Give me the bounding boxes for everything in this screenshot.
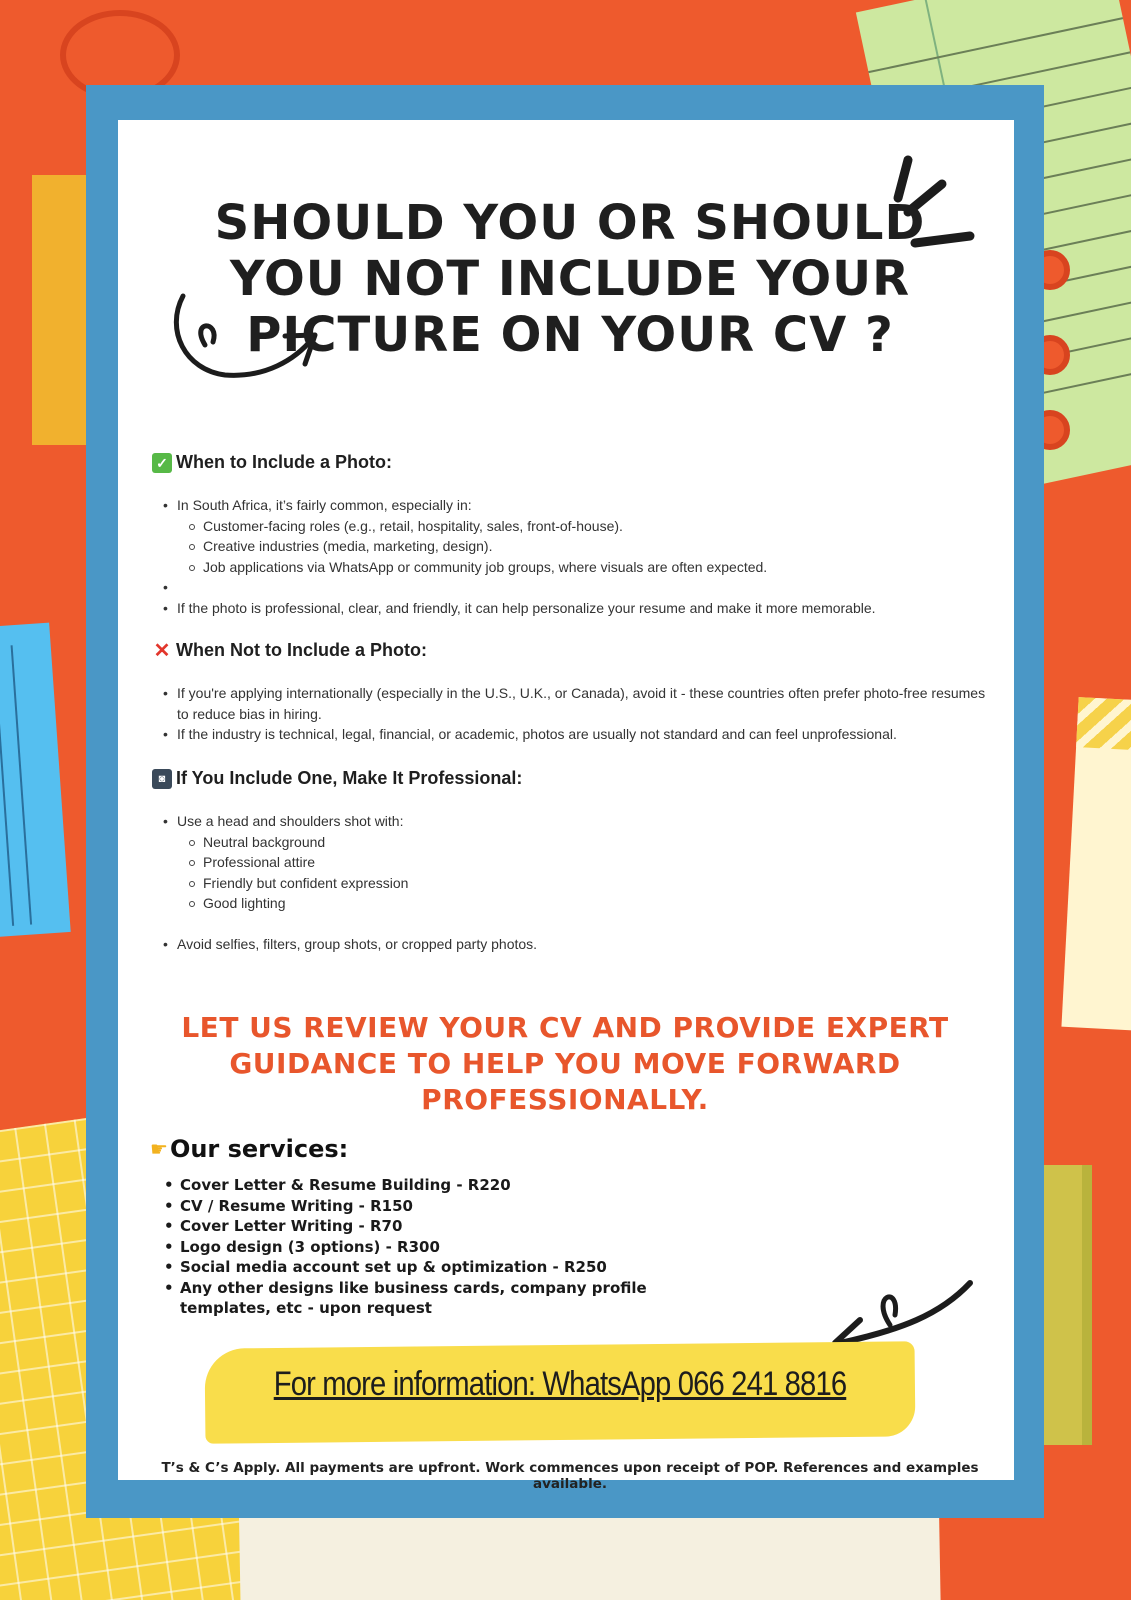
section-heading-text: When to Include a Photo: [176, 452, 392, 472]
checkmark-icon: ✓ [152, 453, 172, 473]
bullet-list [152, 495, 992, 618]
sub-list-item: Job applications via WhatsApp or community job groups, where visuals are often expected. [177, 557, 992, 578]
sub-list-item: Professional attire [177, 852, 992, 873]
service-item: • Logo design (3 options) - R300 [152, 1237, 712, 1258]
service-item: • Any other designs like business cards, company profile templates, etc - upon request [152, 1278, 712, 1319]
section-make-it-professional [152, 768, 992, 954]
service-item: • Cover Letter Writing - R70 [152, 1216, 712, 1237]
sub-list-item: Friendly but confident expression [177, 873, 992, 894]
sub-list-item: Creative industries (media, marketing, design). [177, 536, 992, 557]
cross-icon: ✕ [153, 639, 171, 662]
list-item-text: Use a head and shoulders shot with: [177, 813, 404, 829]
section-when-not-to-include [152, 640, 992, 745]
cta-text: LET US REVIEW YOUR CV AND PROVIDE EXPERT GUIDANCE TO HELP YOU MOVE FORWARD PROFESSIONALLY. [181, 1011, 949, 1116]
list-item [152, 811, 992, 914]
section-heading [152, 768, 992, 789]
cream-paper-decoration [1061, 697, 1131, 1033]
service-item: • Social media account set up & optimization - R250 [152, 1257, 712, 1278]
section-heading-text: When Not to Include a Photo: [176, 640, 427, 660]
sub-list [177, 832, 992, 914]
list-item: • If the photo is professional, clear, and friendly, it can help personalize your resume and make it more memorable. [152, 598, 992, 619]
service-item: • Cover Letter & Resume Building - R220 [152, 1175, 712, 1196]
section-heading-text: If You Include One, Make It Professional: [176, 768, 523, 788]
page-title: SHOULD YOU OR SHOULD YOU NOT INCLUDE YOUR PICTURE ON YOUR CV ? [214, 195, 926, 363]
services-list [152, 1175, 712, 1319]
list-item: • If the industry is technical, legal, financial, or academic, photos are usually not standard and can feel unprofessional. [152, 724, 992, 745]
whatsapp-contact-link[interactable]: For more information: WhatsApp 066 241 8816 [273, 1365, 847, 1403]
bottom-paper-decoration [239, 1504, 941, 1600]
list-item-text: In South Africa, it’s fairly common, especially in: [177, 497, 472, 513]
service-item: • CV / Resume Writing - R150 [152, 1196, 712, 1217]
section-heading [152, 452, 992, 473]
terms-text: T’s & C’s Apply. All payments are upfront. Work commences upon receipt of POP. References and examples available. [161, 1460, 979, 1492]
camera-icon: ◙ [152, 769, 172, 789]
sub-list [177, 516, 992, 578]
sub-list-item: Neutral background [177, 832, 992, 853]
blue-paper-decoration [0, 623, 71, 938]
pointing-hand-icon: ☛ [150, 1137, 168, 1161]
bullet-list [152, 683, 992, 745]
list-item: • If you're applying internationally (especially in the U.S., U.K., or Canada), avoid it - these countries often prefer photo-free resumes to reduce bias in hiring. [152, 683, 992, 724]
sub-list-item: Customer-facing roles (e.g., retail, hospitality, sales, front-of-house). [177, 516, 992, 537]
sub-list-item: Good lighting [177, 893, 992, 914]
services-title: Our services: [169, 1135, 349, 1163]
empty-list-item [152, 577, 992, 598]
list-item: • Avoid selfies, filters, group shots, or cropped party photos. [152, 934, 992, 955]
section-heading [152, 640, 992, 661]
services-heading [150, 1135, 348, 1163]
section-when-to-include [152, 452, 992, 618]
list-item [152, 495, 992, 577]
bullet-list [152, 811, 992, 954]
